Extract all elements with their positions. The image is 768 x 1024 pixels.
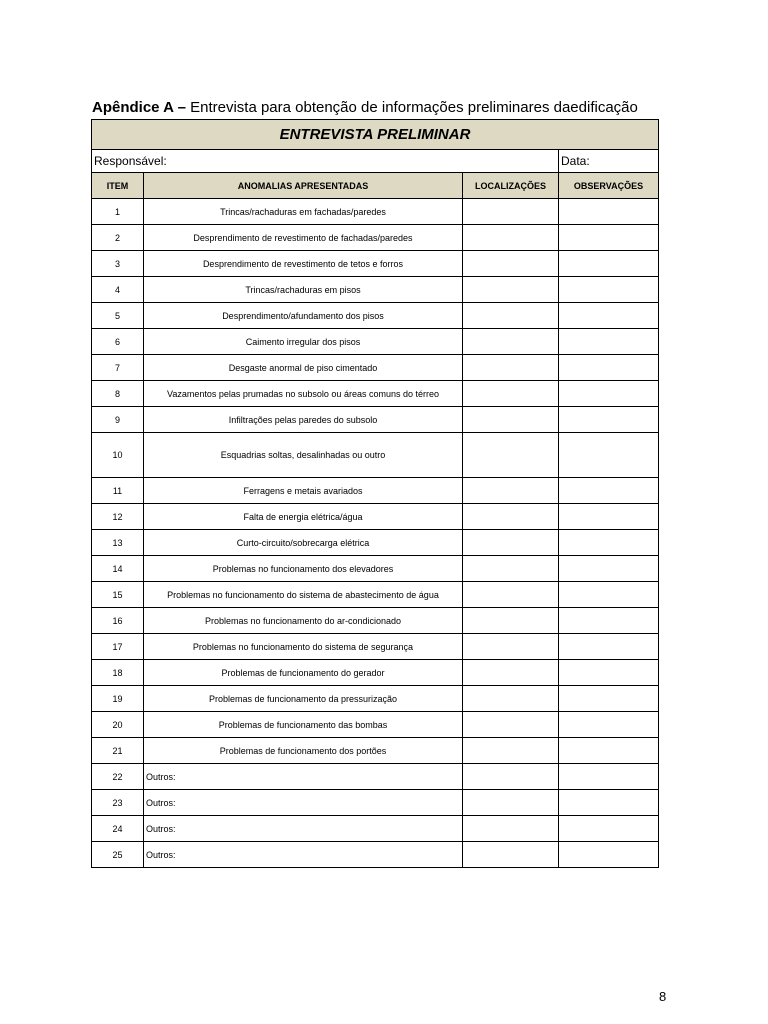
table-row bbox=[92, 329, 659, 355]
item-number: 10 bbox=[92, 433, 144, 478]
item-number: 6 bbox=[92, 329, 144, 355]
localizacao-cell[interactable] bbox=[463, 634, 559, 660]
observacao-cell[interactable] bbox=[559, 433, 659, 478]
item-number: 20 bbox=[92, 712, 144, 738]
anomaly-description: Trincas/rachaduras em fachadas/paredes bbox=[144, 199, 463, 225]
table-row bbox=[92, 504, 659, 530]
localizacao-cell[interactable] bbox=[463, 686, 559, 712]
table-row bbox=[92, 478, 659, 504]
anomaly-description: Curto-circuito/sobrecarga elétrica bbox=[144, 530, 463, 556]
table-row bbox=[92, 225, 659, 251]
anomaly-description: Problemas de funcionamento do gerador bbox=[144, 660, 463, 686]
item-number: 1 bbox=[92, 199, 144, 225]
observacao-cell[interactable] bbox=[559, 842, 659, 868]
observacao-cell[interactable] bbox=[559, 277, 659, 303]
table-row bbox=[92, 712, 659, 738]
anomaly-description: Trincas/rachaduras em pisos bbox=[144, 277, 463, 303]
item-number: 18 bbox=[92, 660, 144, 686]
table-row bbox=[92, 407, 659, 433]
localizacao-cell[interactable] bbox=[463, 608, 559, 634]
table-row bbox=[92, 660, 659, 686]
item-number: 2 bbox=[92, 225, 144, 251]
item-number: 7 bbox=[92, 355, 144, 381]
table-row bbox=[92, 608, 659, 634]
column-header-localizacoes: LOCALIZAÇÕES bbox=[463, 173, 559, 199]
anomaly-description: Vazamentos pelas prumadas no subsolo ou áreas comuns do térreo bbox=[144, 381, 463, 407]
table-row bbox=[92, 582, 659, 608]
table-title: ENTREVISTA PRELIMINAR bbox=[92, 120, 659, 150]
localizacao-cell[interactable] bbox=[463, 478, 559, 504]
column-header-anomalias: ANOMALIAS APRESENTADAS bbox=[144, 173, 463, 199]
item-number: 12 bbox=[92, 504, 144, 530]
item-number: 11 bbox=[92, 478, 144, 504]
anomaly-description: Desgaste anormal de piso cimentado bbox=[144, 355, 463, 381]
observacao-cell[interactable] bbox=[559, 582, 659, 608]
anomaly-description: Outros: bbox=[144, 790, 463, 816]
table-row bbox=[92, 199, 659, 225]
localizacao-cell[interactable] bbox=[463, 738, 559, 764]
localizacao-cell[interactable] bbox=[463, 790, 559, 816]
appendix-label: Apêndice A – bbox=[92, 99, 186, 116]
observacao-cell[interactable] bbox=[559, 608, 659, 634]
item-number: 4 bbox=[92, 277, 144, 303]
table-row bbox=[92, 842, 659, 868]
table-row bbox=[92, 556, 659, 582]
observacao-cell[interactable] bbox=[559, 329, 659, 355]
observacao-cell[interactable] bbox=[559, 251, 659, 277]
localizacao-cell[interactable] bbox=[463, 582, 559, 608]
item-number: 16 bbox=[92, 608, 144, 634]
item-number: 3 bbox=[92, 251, 144, 277]
anomaly-description: Ferragens e metais avariados bbox=[144, 478, 463, 504]
anomaly-description: Problemas de funcionamento das bombas bbox=[144, 712, 463, 738]
localizacao-cell[interactable] bbox=[463, 277, 559, 303]
anomaly-description: Infiltrações pelas paredes do subsolo bbox=[144, 407, 463, 433]
item-number: 23 bbox=[92, 790, 144, 816]
item-number: 5 bbox=[92, 303, 144, 329]
anomaly-description: Problemas no funcionamento dos elevadores bbox=[144, 556, 463, 582]
item-number: 17 bbox=[92, 634, 144, 660]
localizacao-cell[interactable] bbox=[463, 433, 559, 478]
observacao-cell[interactable] bbox=[559, 478, 659, 504]
observacao-cell[interactable] bbox=[559, 381, 659, 407]
anomaly-description: Caimento irregular dos pisos bbox=[144, 329, 463, 355]
column-header-observacoes: OBSERVAÇÕES bbox=[559, 173, 659, 199]
localizacao-cell[interactable] bbox=[463, 329, 559, 355]
anomaly-description: Problemas no funcionamento do ar-condicionado bbox=[144, 608, 463, 634]
table-body bbox=[92, 199, 659, 868]
observacao-cell[interactable] bbox=[559, 225, 659, 251]
item-number: 22 bbox=[92, 764, 144, 790]
anomaly-description: Problemas de funcionamento da pressurização bbox=[144, 686, 463, 712]
item-number: 8 bbox=[92, 381, 144, 407]
item-number: 25 bbox=[92, 842, 144, 868]
anomaly-description: Outros: bbox=[144, 816, 463, 842]
localizacao-cell[interactable] bbox=[463, 251, 559, 277]
anomaly-description: Esquadrias soltas, desalinhadas ou outro bbox=[144, 433, 463, 478]
table-row bbox=[92, 634, 659, 660]
table-row bbox=[92, 433, 659, 478]
localizacao-cell[interactable] bbox=[463, 381, 559, 407]
observacao-cell[interactable] bbox=[559, 660, 659, 686]
item-number: 15 bbox=[92, 582, 144, 608]
anomaly-description: Problemas de funcionamento dos portões bbox=[144, 738, 463, 764]
observacao-cell[interactable] bbox=[559, 816, 659, 842]
localizacao-cell[interactable] bbox=[463, 764, 559, 790]
localizacao-cell[interactable] bbox=[463, 303, 559, 329]
observacao-cell[interactable] bbox=[559, 556, 659, 582]
responsavel-field: Responsável: bbox=[92, 150, 559, 173]
table-row bbox=[92, 355, 659, 381]
observacao-cell[interactable] bbox=[559, 407, 659, 433]
observacao-cell[interactable] bbox=[559, 790, 659, 816]
interview-table bbox=[91, 119, 659, 868]
table-row bbox=[92, 764, 659, 790]
localizacao-cell[interactable] bbox=[463, 355, 559, 381]
observacao-cell[interactable] bbox=[559, 530, 659, 556]
anomaly-description: Outros: bbox=[144, 764, 463, 790]
anomaly-description: Problemas no funcionamento do sistema de abastecimento de água bbox=[144, 582, 463, 608]
page-number: 8 bbox=[659, 989, 667, 1004]
item-number: 19 bbox=[92, 686, 144, 712]
item-number: 13 bbox=[92, 530, 144, 556]
localizacao-cell[interactable] bbox=[463, 199, 559, 225]
observacao-cell[interactable] bbox=[559, 303, 659, 329]
appendix-text: Entrevista para obtenção de informações preliminares daedificação bbox=[190, 99, 638, 116]
table-row bbox=[92, 816, 659, 842]
observacao-cell[interactable] bbox=[559, 686, 659, 712]
item-number: 21 bbox=[92, 738, 144, 764]
observacao-cell[interactable] bbox=[559, 634, 659, 660]
table-row bbox=[92, 686, 659, 712]
observacao-cell[interactable] bbox=[559, 199, 659, 225]
observacao-cell[interactable] bbox=[559, 712, 659, 738]
localizacao-cell[interactable] bbox=[463, 660, 559, 686]
data-field: Data: bbox=[559, 150, 659, 173]
item-number: 9 bbox=[92, 407, 144, 433]
anomaly-description: Desprendimento de revestimento de fachadas/paredes bbox=[144, 225, 463, 251]
localizacao-cell[interactable] bbox=[463, 504, 559, 530]
anomaly-description: Desprendimento de revestimento de tetos e forros bbox=[144, 251, 463, 277]
anomaly-description: Outros: bbox=[144, 842, 463, 868]
appendix-heading bbox=[92, 99, 712, 116]
observacao-cell[interactable] bbox=[559, 355, 659, 381]
table-row bbox=[92, 381, 659, 407]
observacao-cell[interactable] bbox=[559, 738, 659, 764]
item-number: 24 bbox=[92, 816, 144, 842]
table-row bbox=[92, 251, 659, 277]
anomaly-description: Falta de energia elétrica/água bbox=[144, 504, 463, 530]
observacao-cell[interactable] bbox=[559, 764, 659, 790]
localizacao-cell[interactable] bbox=[463, 816, 559, 842]
table-row bbox=[92, 738, 659, 764]
localizacao-cell[interactable] bbox=[463, 842, 559, 868]
anomaly-description: Desprendimento/afundamento dos pisos bbox=[144, 303, 463, 329]
item-number: 14 bbox=[92, 556, 144, 582]
table-row bbox=[92, 530, 659, 556]
column-header-item: ITEM bbox=[92, 173, 144, 199]
localizacao-cell[interactable] bbox=[463, 556, 559, 582]
localizacao-cell[interactable] bbox=[463, 712, 559, 738]
table-row bbox=[92, 303, 659, 329]
localizacao-cell[interactable] bbox=[463, 407, 559, 433]
observacao-cell[interactable] bbox=[559, 504, 659, 530]
table-row bbox=[92, 790, 659, 816]
localizacao-cell[interactable] bbox=[463, 530, 559, 556]
anomaly-description: Problemas no funcionamento do sistema de segurança bbox=[144, 634, 463, 660]
table-row bbox=[92, 277, 659, 303]
localizacao-cell[interactable] bbox=[463, 225, 559, 251]
